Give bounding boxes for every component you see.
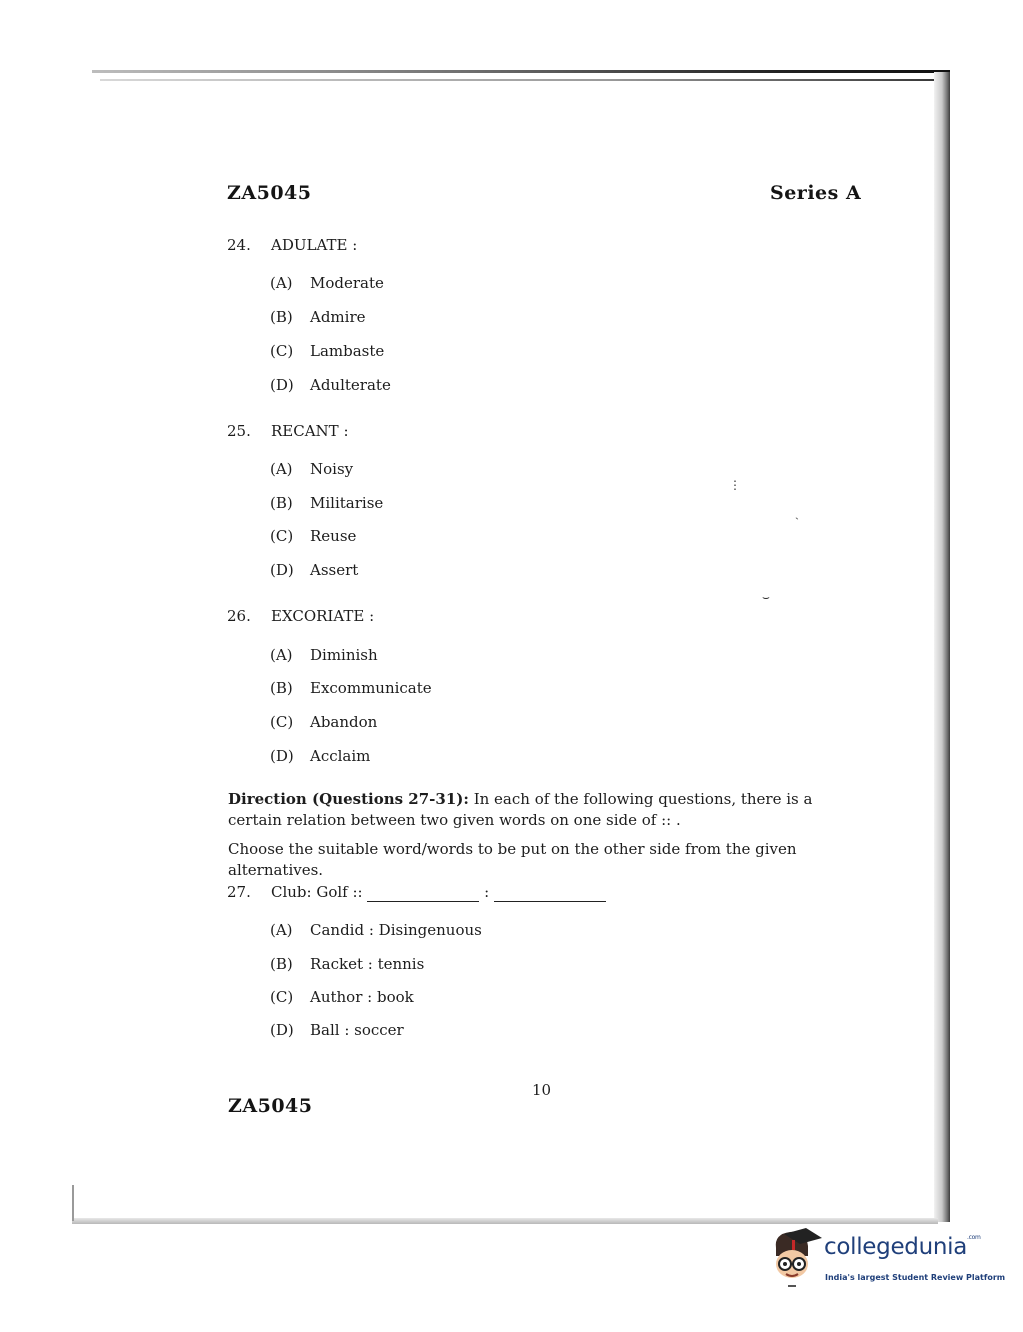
answer-blank-2: [494, 883, 606, 902]
option-label: (D): [270, 747, 294, 765]
question-number: 24.: [227, 236, 251, 254]
option-text: Candid : Disingenuous: [310, 921, 482, 939]
option-label: (D): [270, 1021, 294, 1039]
logo-tagline: India's largest Student Review Platform: [825, 1273, 1006, 1282]
direction-instruction: Choose the suitable word/words to be put on the other side from the given alternatives.: [228, 840, 797, 879]
option-label: (A): [270, 274, 293, 292]
option-text: Abandon: [310, 713, 378, 731]
option-d: [270, 1021, 404, 1039]
option-a: [270, 274, 384, 292]
scan-speck: ⌣: [762, 590, 770, 604]
option-label: (D): [270, 376, 294, 394]
series-label: Series A: [770, 182, 862, 204]
option-b: [270, 494, 383, 512]
option-text: Adulterate: [310, 376, 391, 394]
option-text: Assert: [310, 561, 359, 579]
option-b: [270, 308, 366, 326]
analogy-separator: :: [484, 883, 490, 901]
option-text: Ball : soccer: [310, 1021, 404, 1039]
option-text: Author : book: [310, 988, 414, 1006]
option-label: (A): [270, 646, 293, 664]
student-mascot-icon: [766, 1226, 824, 1292]
scan-left-mark: [72, 1185, 74, 1221]
question-word: EXCORIATE :: [271, 607, 375, 625]
option-label: (C): [270, 713, 294, 731]
question-number: 27.: [227, 883, 251, 901]
direction-heading: Direction (Questions 27-31):: [228, 790, 469, 808]
option-text: Noisy: [310, 460, 354, 478]
option-text: Moderate: [310, 274, 384, 292]
option-text: Acclaim: [310, 747, 371, 765]
page-number: 10: [532, 1081, 552, 1099]
option-text: Reuse: [310, 527, 357, 545]
option-c: [270, 988, 414, 1006]
scan-top-rule: [92, 70, 950, 73]
option-a: [270, 921, 482, 939]
option-label: (C): [270, 342, 294, 360]
footer-paper-code: ZA5045: [228, 1095, 313, 1117]
option-label: (C): [270, 988, 294, 1006]
logo-wordmark: collegedunia$^{.com}$: [824, 1234, 981, 1260]
option-label: (B): [270, 494, 293, 512]
scan-top-rule-shadow: [100, 79, 950, 81]
paper-code: ZA5045: [227, 182, 312, 204]
option-label: (A): [270, 921, 293, 939]
direction-text: In each of the following questions, there is a certain relation between two given words on one side of :: .: [228, 790, 813, 829]
option-text: Lambaste: [310, 342, 385, 360]
option-label: (B): [270, 679, 293, 697]
question-number: 26.: [227, 607, 251, 625]
option-text: Racket : tennis: [310, 955, 425, 973]
option-label: (C): [270, 527, 294, 545]
analogy-pair: Club: Golf ::: [271, 883, 363, 901]
question-word: RECANT :: [271, 422, 349, 440]
option-text: Admire: [310, 308, 366, 326]
option-c: [270, 342, 384, 360]
option-d: [270, 561, 358, 579]
collegedunia-logo[interactable]: [766, 1226, 1006, 1296]
direction-paragraph: [228, 789, 856, 831]
option-c: [270, 713, 377, 731]
analogy-stem: [271, 883, 606, 902]
question-number: 25.: [227, 422, 251, 440]
option-label: (B): [270, 308, 293, 326]
scan-right-edge: [934, 72, 950, 1222]
question-word: ADULATE :: [271, 236, 358, 254]
logo-suffix: .com: [967, 1234, 981, 1241]
option-b: [270, 679, 432, 697]
option-c: [270, 527, 356, 545]
option-d: [270, 376, 391, 394]
option-label: (B): [270, 955, 293, 973]
option-d: [270, 747, 370, 765]
option-label: (A): [270, 460, 293, 478]
option-a: [270, 646, 378, 664]
answer-blank-1: [367, 883, 479, 902]
option-text: Excommunicate: [310, 679, 432, 697]
option-a: [270, 460, 353, 478]
option-text: Diminish: [310, 646, 378, 664]
option-label: (D): [270, 561, 294, 579]
scan-speck: ⋮: [729, 478, 741, 492]
option-text: Militarise: [310, 494, 384, 512]
scan-bottom-edge: [72, 1218, 938, 1224]
option-b: [270, 955, 424, 973]
scan-speck: ˎ: [795, 506, 799, 520]
